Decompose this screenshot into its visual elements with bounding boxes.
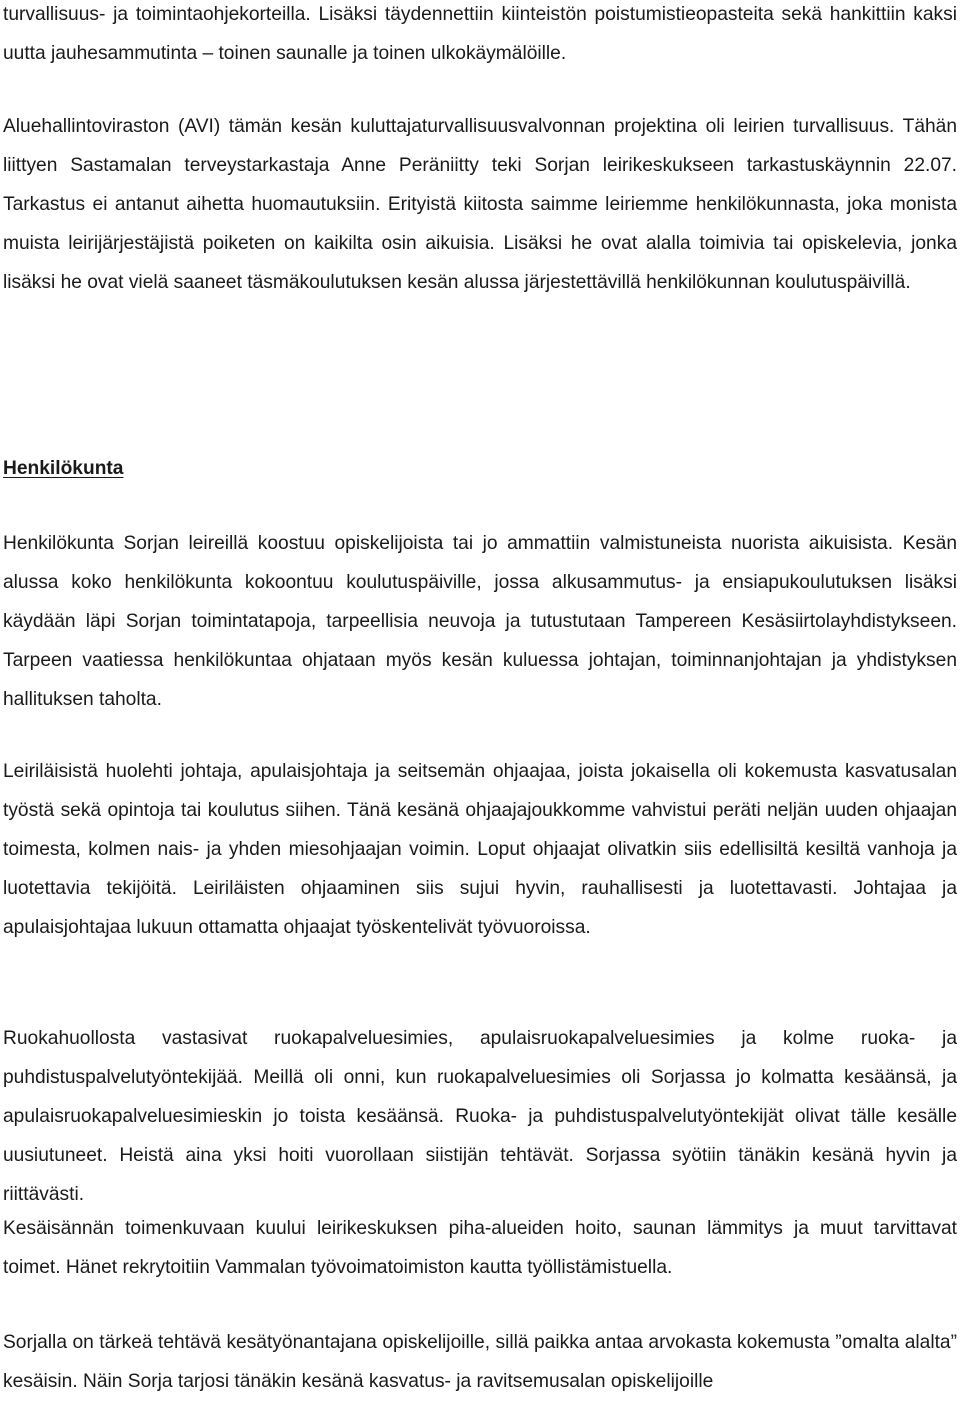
paragraph-summer-employer: Sorjalla on tärkeä tehtävä kesätyönantajana opiskelijoille, sillä paikka antaa arvokasta kokemusta ”omalta alalta” kesäisin. Näin Sorja tarjosi tänäkin kesänä kasvatus- ja ravitsemusalan opiskelijoille	[3, 1332, 957, 1392]
paragraph-staff-training: Henkilökunta Sorjan leireillä koostuu opiskelijoista tai jo ammattiin valmistuneista nuorista aikuisista. Kesän alussa koko henkilökunta kokoontuu koulutuspäiville, jossa alkusammutus- ja ensiapukoulutuksen lisäksi käydään läpi Sorjan toimintatapoja, tarpeellisia neuvoja ja tutustutaan Tampereen Kesäsiirtolayhdistykseen. Tarpeen vaatiessa henkilökuntaa ohjataan myös kesän kuluessa johtajan, toiminnanjohtajan ja yhdistyksen hallituksen taholta.	[3, 533, 957, 710]
paragraph-caretaker: Kesäisännän toimenkuvaan kuului leirikeskuksen piha-alueiden hoito, saunan lämmitys ja muut tarvittavat toimet. Hänet rekrytoitiin Vammalan työvoimatoimiston kautta työllistämistuella.	[3, 1218, 957, 1278]
paragraph-counselors: Leiriläisistä huolehti johtaja, apulaisjohtaja ja seitsemän ohjaajaa, joista jokaisella oli kokemusta kasvatusalan työstä sekä opintoja tai koulutus siihen. Tänä kesänä ohjaajajoukkomme vahvistui peräti neljän uuden ohjaajan toimesta, kolmen nais- ja yhden miesohjaajan voimin. Loput ohjaajat olivatkin siis edellisiltä kesiltä vanhoja ja luotettavia tekijöitä. Leiriläisten ohjaaminen siis sujui hyvin, rauhallisesti ja luotettavasti. Johtajaa ja apulaisjohtajaa lukuun ottamatta ohjaajat työskentelivät työvuoroissa.	[3, 761, 957, 938]
section-heading-staff: Henkilökunta	[3, 458, 124, 479]
paragraph-safety-equipment: turvallisuus- ja toimintaohjekorteilla. Lisäksi täydennettiin kiinteistön poistumistieopasteita sekä hankittiin kaksi uutta jauhesammutinta – toinen saunalle ja toinen ulkokäymälöille.	[3, 4, 957, 64]
paragraph-catering: Ruokahuollosta vastasivat ruokapalveluesimies, apulaisruokapalveluesimies ja kolme ruoka- ja puhdistuspalvelutyöntekijää. Meillä oli onni, kun ruokapalveluesimies oli Sorjassa jo kolmatta kesäänsä, ja apulaisruokapalveluesimieskin jo toista kesäänsä. Ruoka- ja puhdistuspalvelutyöntekijät olivat tälle kesälle uusiutuneet. Heistä aina yksi hoiti vuorollaan siistijän tehtävät. Sorjassa syötiin tänäkin kesänä hyvin ja riittävästi.	[3, 1028, 957, 1205]
paragraph-inspection: Aluehallintoviraston (AVI) tämän kesän kuluttajaturvallisuusvalvonnan projektina oli leirien turvallisuus. Tähän liittyen Sastamalan terveystarkastaja Anne Peräniitty teki Sorjan leirikeskukseen tarkastuskäynnin 22.07. Tarkastus ei antanut aihetta huomautuksiin. Erityistä kiitosta saimme leiriemme henkilökunnasta, joka monista muista leirijärjestäjistä poiketen on kaikilta osin aikuisia. Lisäksi he ovat alalla toimivia tai opiskelevia, jonka lisäksi he ovat vielä saaneet täsmäkoulutuksen kesän alussa järjestettävillä henkilökunnan koulutuspäivillä.	[3, 116, 957, 293]
